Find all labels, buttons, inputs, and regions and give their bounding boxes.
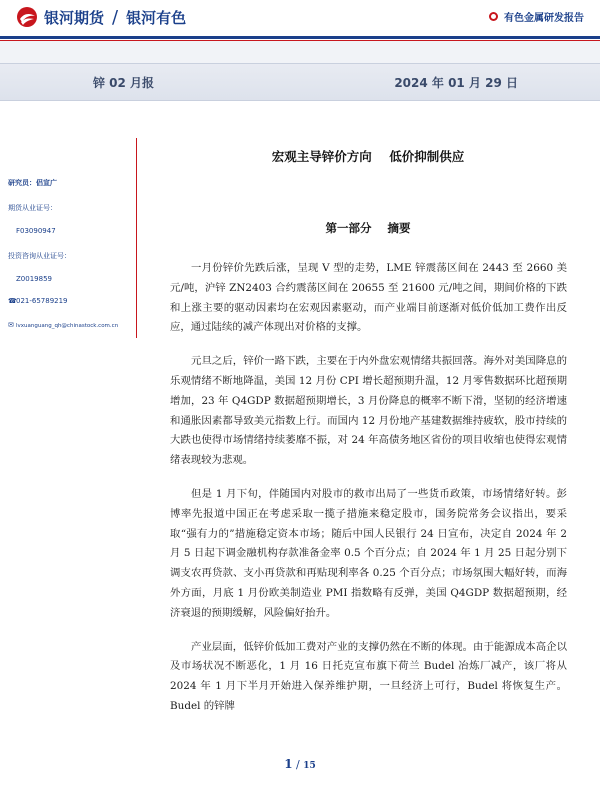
report-period-title: 锌 02 月报 bbox=[93, 76, 155, 90]
report-type-label: 有色金属研发报告 bbox=[504, 13, 584, 24]
investment-license-label: 投资咨询从业证号： bbox=[8, 252, 71, 260]
total-pages: 15 bbox=[303, 761, 316, 771]
summary-paragraph: 但是 1 月下旬，伴随国内对股市的救市出局了一些货币政策，市场情绪好转。彭博率先报道中国正在考虑采取一揽子措施来稳定股市，国务院常务会议指出，要采取“强有力的”措施稳定资本市场；随后中国人民银行 24 日宣布，决定自 2024 年 2 月 5 日起下调金融机构存款准备金率 0.5 个百分点；自 2024 年 1 月 25 日起分别下调支农再贷款、支小再贷款和再贴现利率各 0.25 个百分点；市场氛围大幅好转，而海外方面，月底 1 月份欧美制造业 PMI 指数略有反弹，美国 Q4GDP 数据超预期，经济衰退的预期缓解，风险偏好抬升。 bbox=[170, 487, 567, 619]
period-bar bbox=[0, 63, 600, 101]
current-page: 1 bbox=[284, 757, 293, 771]
report-date: 2024 年 01 月 29 日 bbox=[394, 76, 518, 90]
header-band bbox=[0, 41, 600, 63]
investment-license-number: Z0019859 bbox=[16, 275, 52, 283]
page-separator: / bbox=[296, 758, 300, 771]
qualification-number: F03090947 bbox=[16, 227, 56, 235]
section-title: 第一部分 摘要 bbox=[325, 221, 411, 235]
report-type bbox=[489, 9, 584, 24]
analyst-phone bbox=[8, 297, 68, 305]
summary-paragraph: 产业层面，低锌价低加工费对产业的支撑仍然在不断的体现。由于能源成本高企以及市场状况不断恶化，1 月 16 日托克宣布旗下荷兰 Budel 冶炼厂减产，该厂将从 2024 年 1 月下半月开始进入保养维护期，一旦经济上可行，Budel 将恢复生产。Budel 的锌牌 bbox=[170, 640, 567, 712]
report-title: 宏观主导锌价方向 低价抑制供应 bbox=[271, 149, 465, 164]
sub-brand-name: 银河有色 bbox=[126, 8, 187, 27]
brand-divider: / bbox=[112, 6, 119, 28]
galaxy-logo-icon bbox=[16, 6, 38, 28]
page-number bbox=[0, 757, 600, 771]
company-logo bbox=[16, 5, 186, 29]
mail-icon: ✉ bbox=[8, 321, 14, 329]
header-divider-blue bbox=[0, 36, 600, 39]
summary-paragraph: 一月份锌价先跌后涨，呈现 V 型的走势，LME 锌震荡区间在 2443 至 2660 美元/吨，沪锌 ZN2403 合约震荡区间在 20655 至 21600 元/吨之间，期间价格的下跌和上涨主要的驱动因素均在宏观因素驱动，而产业端目前逐渐对低价低加工费作出反应，通过陆续的减产体现出对价格的支撑。 bbox=[170, 262, 567, 334]
report-header bbox=[0, 0, 600, 34]
sidebar-divider bbox=[136, 138, 137, 338]
analyst-email[interactable] bbox=[8, 321, 118, 329]
phone-icon: ☎ bbox=[8, 297, 17, 305]
report-bullet-icon bbox=[489, 12, 498, 21]
analyst-name: 研究员：侣宣广 bbox=[8, 179, 57, 187]
phone-number: 021-65789219 bbox=[16, 297, 68, 305]
qualification-label: 期货从业证号： bbox=[8, 204, 57, 212]
summary-paragraph: 元旦之后，锌价一路下跌，主要在于内外盘宏观情绪共振回落。海外对美国降息的乐观情绪不断地降温，美国 12 月份 CPI 增长超预期升温，12 月零售数据环比超预期增加，23 年 Q4GDP 数据超预期增长，3 月份降息的概率不断下滑，坚韧的经济增速和通胀因素都导致美元指数上行。而国内 12 月份地产基建数据维持疲软，股市持续的大跌也使得市场情绪持续萎靡不振，对 24 年高债务地区省份的项目收缩也使得宏观情绪表现较为悲观。 bbox=[170, 355, 567, 467]
summary-body bbox=[170, 259, 567, 731]
brand-name: 银河期货 bbox=[44, 8, 105, 27]
email-address[interactable]: lvxuanguang_qh@chinastock.com.cn bbox=[16, 323, 119, 329]
